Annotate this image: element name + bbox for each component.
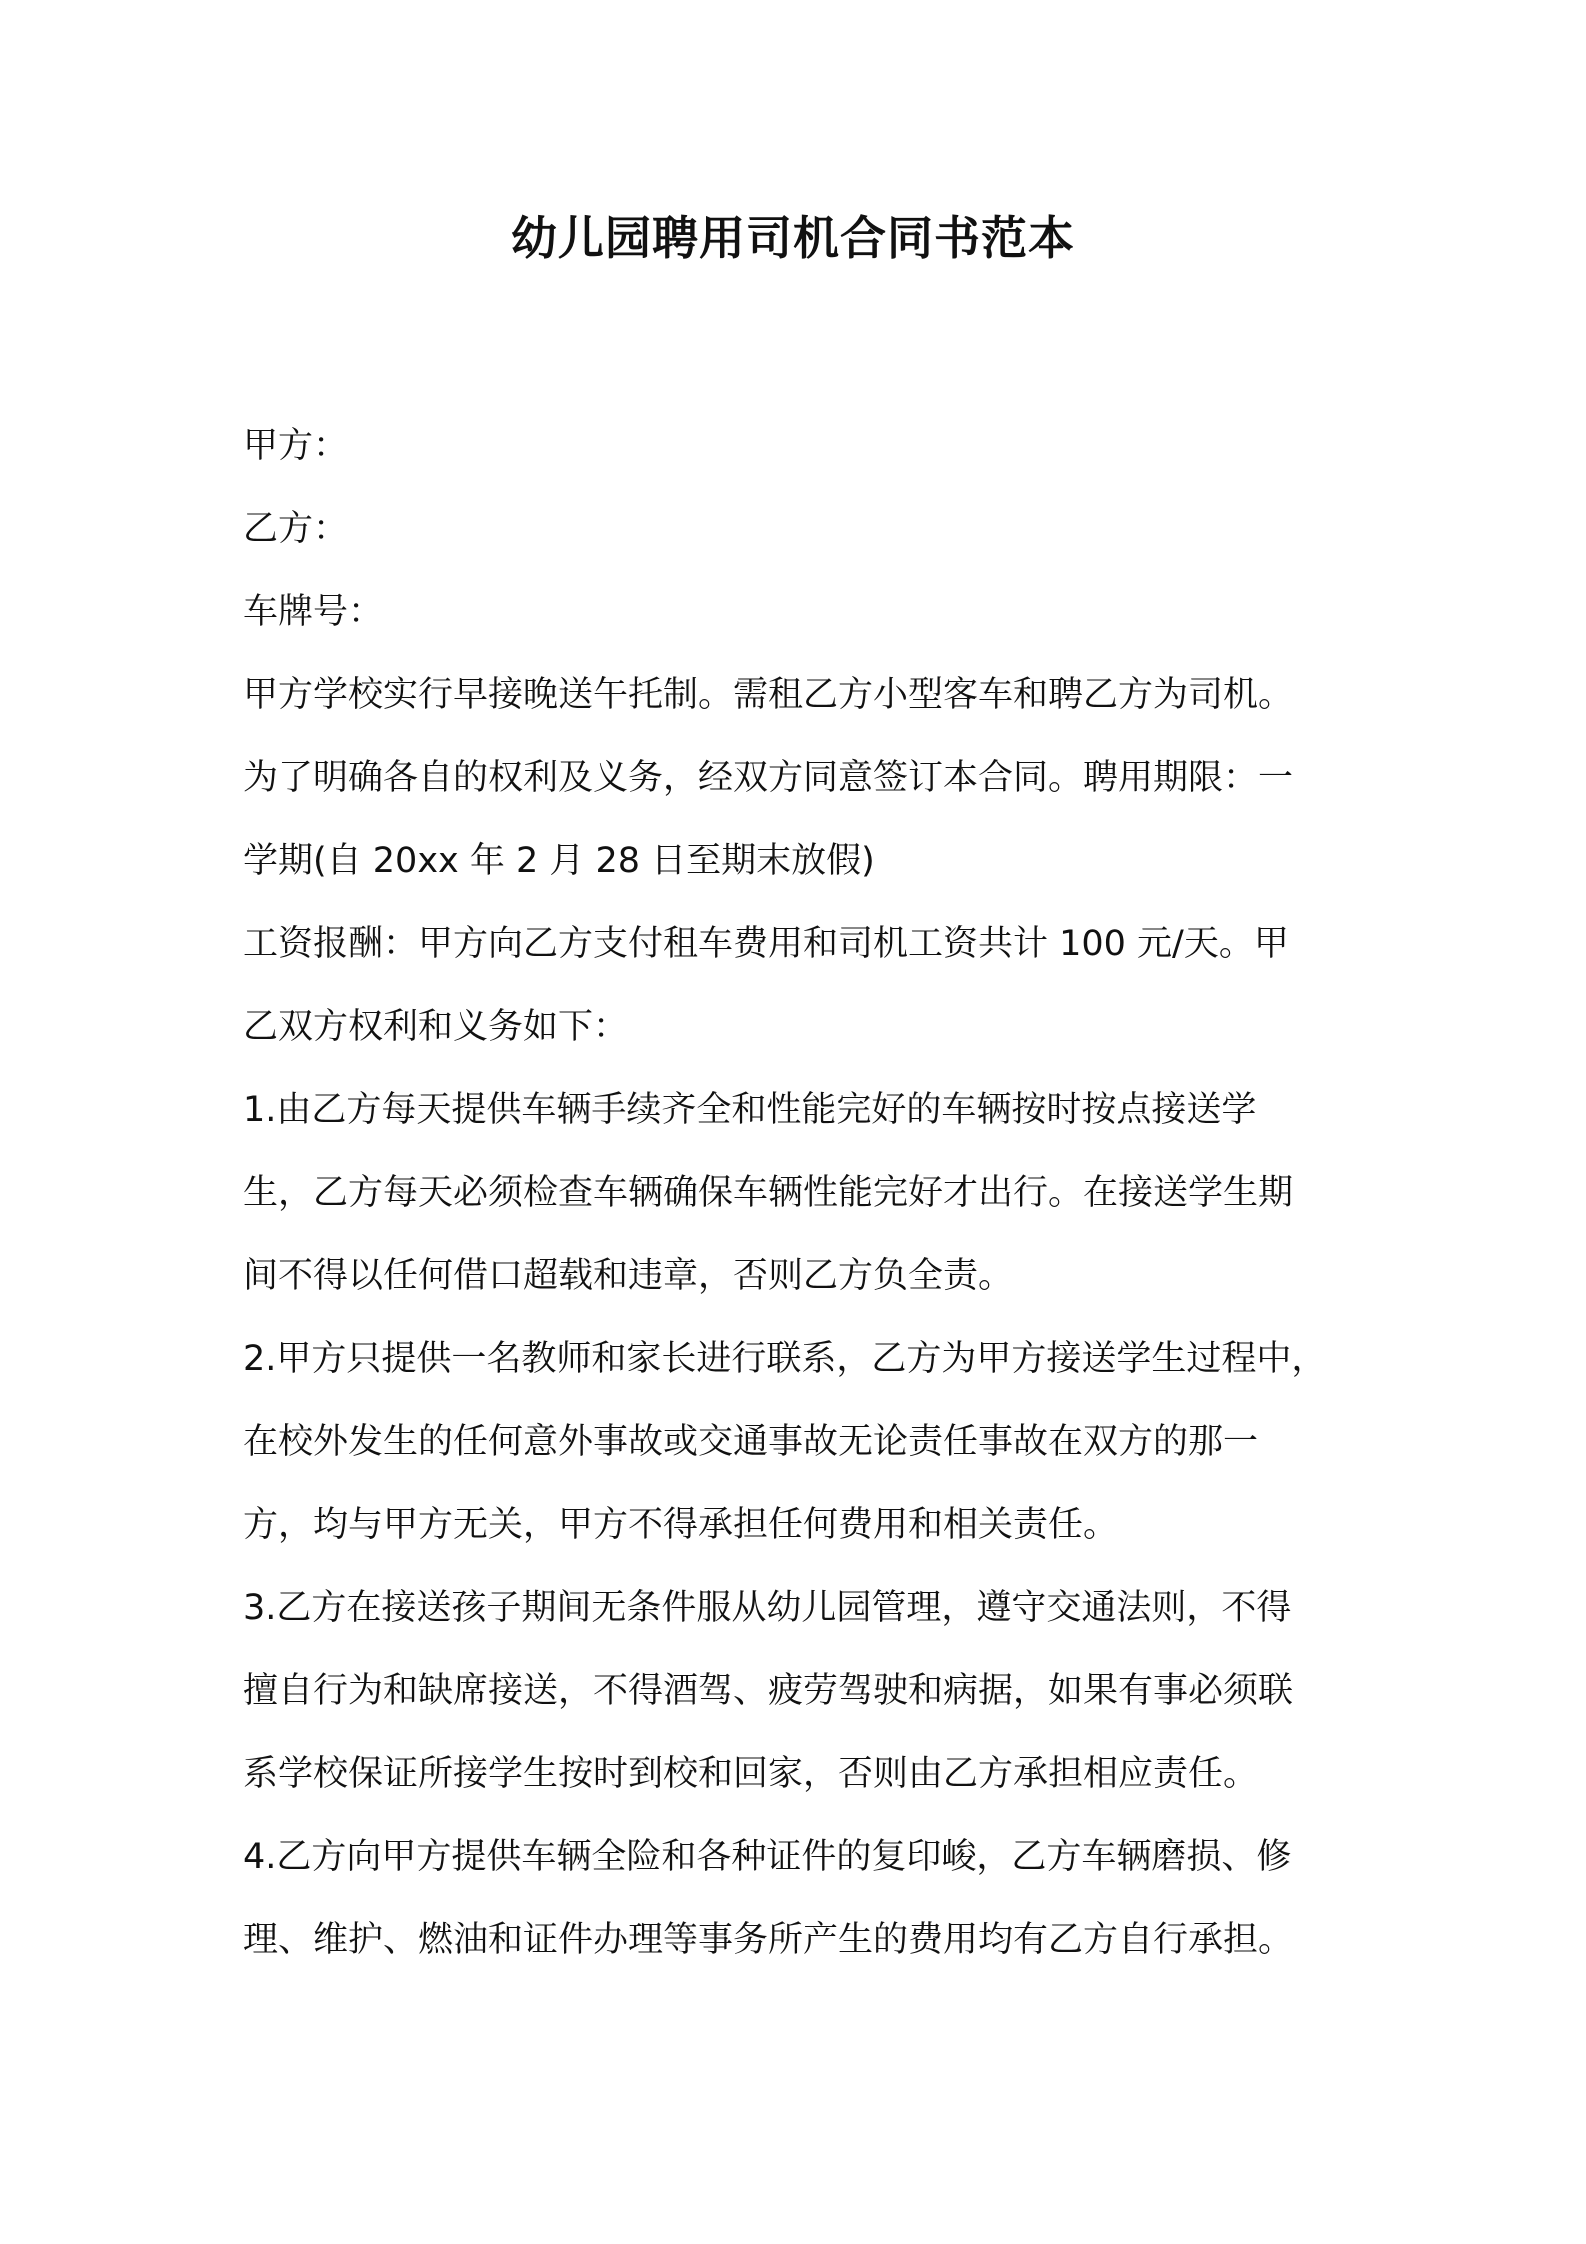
clause-1-line: 生，乙方每天必须检查车辆确保车辆性能完好才出行。在接送学生期: [243, 1173, 1294, 1213]
clause-1-line: 1.由乙方每天提供车辆手续齐全和性能完好的车辆按时按点接送学: [243, 1090, 1257, 1130]
document-title: 幼儿园聘用司机合同书范本: [511, 211, 1075, 265]
party-a-line: 甲方：: [243, 426, 349, 466]
license-plate-line: 车牌号：: [243, 592, 384, 632]
clause-1-line: 间不得以任何借口超载和违章，否则乙方负全责。: [243, 1256, 1014, 1296]
body-text-line: 工资报酬：甲方向乙方支付租车费用和司机工资共计 100 元/天。甲: [243, 924, 1289, 964]
body-text-line: 乙双方权利和义务如下：: [243, 1007, 629, 1047]
clause-4-line: 理、维护、燃油和证件办理等事务所产生的费用均有乙方自行承担。: [243, 1920, 1294, 1960]
clause-3-line: 系学校保证所接学生按时到校和回家，否则由乙方承担相应责任。: [243, 1754, 1259, 1794]
clause-3-line: 3.乙方在接送孩子期间无条件服从幼儿园管理，遵守交通法则，不得: [243, 1588, 1292, 1628]
clause-2-line: 在校外发生的任何意外事故或交通事故无论责任事故在双方的那一: [243, 1422, 1259, 1462]
body-text-line: 甲方学校实行早接晚送午托制。需租乙方小型客车和聘乙方为司机。: [243, 675, 1294, 715]
clause-2-line: 方，均与甲方无关，甲方不得承担任何费用和相关责任。: [243, 1505, 1119, 1545]
body-text-line: 为了明确各自的权利及义务，经双方同意签订本合同。聘用期限：一: [243, 758, 1294, 798]
document-body: [243, 405, 1373, 1982]
clause-4-line: 4.乙方向甲方提供车辆全险和各种证件的复印峻，乙方车辆磨损、修: [243, 1837, 1292, 1877]
body-text-line: 学期(自 20xx 年 2 月 28 日至期末放假): [243, 841, 875, 881]
party-b-line: 乙方：: [243, 509, 349, 549]
clause-3-line: 擅自行为和缺席接送，不得酒驾、疲劳驾驶和病据，如果有事必须联: [243, 1671, 1294, 1711]
clause-2-line: 2.甲方只提供一名教师和家长进行联系，乙方为甲方接送学生过程中，: [243, 1339, 1327, 1379]
